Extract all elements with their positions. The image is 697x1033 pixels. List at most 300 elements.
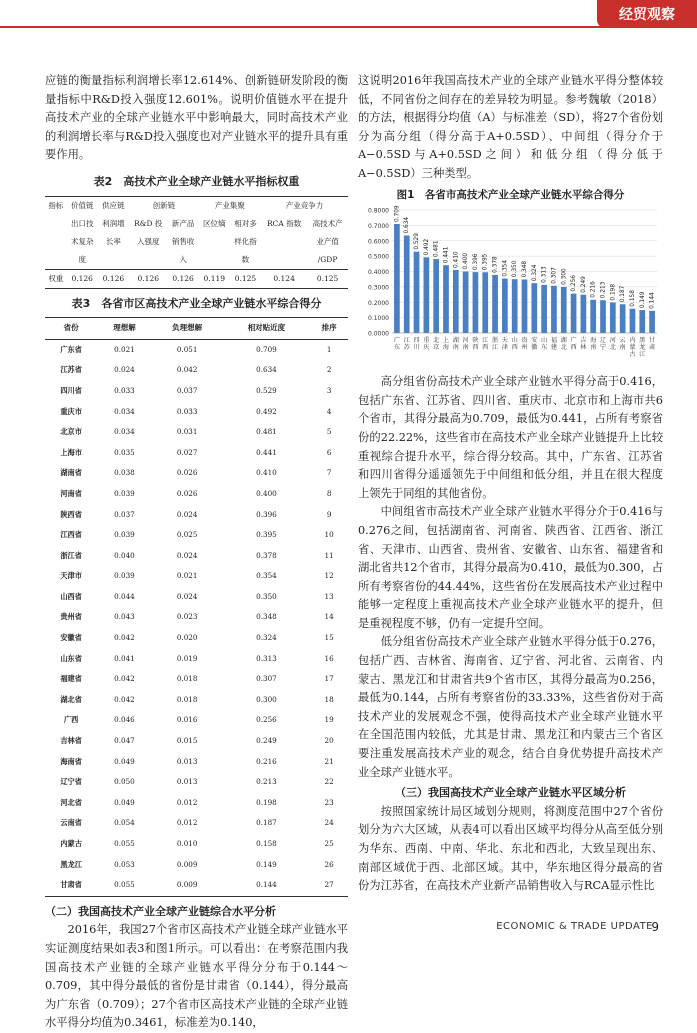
- table3-cell: 0.023: [176, 612, 198, 622]
- bar: [551, 286, 557, 333]
- table3-cell: 12: [324, 571, 334, 581]
- table2-cell: [261, 233, 307, 251]
- x-tick-label: 庆: [423, 344, 430, 352]
- table3: [45, 317, 348, 897]
- y-tick-label: 0.5000: [368, 253, 389, 261]
- table3-cell: 18: [324, 694, 334, 704]
- y-tick-label: 0.3000: [368, 284, 389, 292]
- right-paragraph-region: 按照国家统计局区域划分规则，将测度范围中27个省份划分为六大区域，从表4可以看出区域平均得分从高至低分别为华东、西南、中南、华北、东北和西北，大致呈现出东、南部区域优于西、北部区域。其中，华东地区得分最高的省份为江苏省，在高技术产业新产品销售收入与RCA显示性比: [358, 804, 663, 893]
- table3-cell: 13: [324, 591, 334, 601]
- table3-cell: 0.009: [176, 859, 198, 869]
- x-tick-label: 上: [442, 337, 450, 345]
- table3-cell: 0.481: [256, 427, 277, 437]
- table3-cell: 0.024: [114, 365, 135, 375]
- table3-header: 省份: [45, 318, 97, 340]
- table3-cell: 海南省: [60, 756, 82, 766]
- table3-cell: 20: [324, 736, 334, 746]
- table2-cell: 0.126: [129, 269, 168, 288]
- table3-cell: 0.026: [176, 468, 198, 478]
- data-label: 0.149: [639, 291, 646, 309]
- table3-cell: 山东省: [60, 653, 82, 663]
- data-label: 0.158: [629, 290, 636, 307]
- table3-cell: 0.216: [256, 756, 277, 766]
- x-tick-label: 河: [462, 337, 469, 345]
- x-tick-label: 陕: [472, 337, 479, 345]
- table3-cell: 0.009: [176, 880, 198, 890]
- y-tick-label: 0.7000: [368, 223, 389, 231]
- table3-cell: 0.307: [256, 674, 277, 684]
- table3-row: [45, 484, 348, 505]
- table3-row: [45, 505, 348, 526]
- table3-cell: 0.046: [114, 715, 135, 725]
- x-tick-label: 州: [521, 344, 528, 352]
- table3-cell: 0.055: [114, 839, 135, 848]
- x-tick-label: 内: [629, 337, 636, 345]
- table3-cell: 0.144: [256, 880, 277, 890]
- bar: [581, 295, 587, 333]
- table3-body: [45, 339, 348, 896]
- table3-cell: 广西: [63, 715, 79, 725]
- x-tick-label: 重: [423, 337, 430, 345]
- table3-cell: 0.441: [256, 447, 277, 457]
- table3-row: [45, 525, 348, 546]
- x-tick-label: 东: [393, 344, 401, 352]
- data-label: 0.709: [394, 205, 401, 223]
- table3-row: [45, 875, 348, 896]
- bar: [630, 309, 636, 333]
- x-tick-label: 东: [541, 344, 548, 352]
- table3-cell: 北京市: [60, 427, 82, 437]
- table2-cell: 业产值: [316, 237, 339, 247]
- table3-cell: 0.026: [176, 488, 198, 498]
- table3-cell: 22: [324, 777, 334, 787]
- table3-cell: 24: [324, 818, 334, 828]
- table3-cell: 吉林省: [60, 736, 82, 746]
- y-tick-label: 0.2000: [368, 299, 389, 307]
- table3-cell: 0.041: [114, 653, 135, 663]
- table2-cell: 0.126: [67, 269, 98, 288]
- table2-cell: R&D 投: [134, 219, 163, 229]
- table3-cell: 0.042: [114, 694, 135, 704]
- table3-cell: 0.042: [114, 674, 135, 684]
- x-tick-label: 辽: [599, 337, 607, 345]
- x-tick-label: 西: [472, 344, 479, 352]
- bar: [502, 279, 508, 333]
- x-tick-label: 黑: [639, 337, 646, 345]
- table3-cell: 0.249: [256, 736, 277, 746]
- x-tick-label: 蒙: [629, 344, 636, 352]
- x-tick-label: 江: [491, 344, 499, 352]
- figure1-title: 图1 各省市高技术产业全球产业链水平综合得分: [396, 188, 625, 201]
- table3-header: 排序: [310, 318, 348, 340]
- table3-cell: 0.034: [114, 406, 135, 416]
- x-tick-label: 西: [570, 344, 577, 352]
- table3-cell: 0.042: [114, 633, 135, 643]
- table2-cell: 产业集聚: [214, 201, 245, 211]
- table3-cell: 9: [326, 509, 332, 519]
- table3-cell: 河北省: [60, 797, 82, 807]
- table3-cell: 0.492: [256, 406, 277, 416]
- bar: [414, 252, 420, 333]
- x-tick-label: 江: [482, 337, 489, 345]
- section-tag: 经贸观察: [597, 0, 697, 28]
- table3-cell: 0.396: [256, 509, 277, 519]
- table3-cell: 0.039: [114, 488, 135, 498]
- table3-cell: 16: [324, 653, 334, 663]
- table3-header-row: [45, 318, 348, 340]
- table2-cell: 术复杂: [70, 237, 94, 247]
- bar: [473, 272, 479, 333]
- table3-cell: 0.018: [176, 674, 198, 684]
- data-label: 0.481: [433, 240, 440, 258]
- bar: [649, 311, 655, 333]
- x-tick-label: 京: [433, 344, 440, 352]
- table3-cell: 0.634: [256, 365, 277, 375]
- table3-cell: 黑龙江: [60, 859, 82, 869]
- x-tick-label: 山: [541, 337, 548, 345]
- table3-cell: 25: [324, 839, 334, 848]
- table3-cell: 5: [326, 427, 332, 437]
- table3-cell: 0.040: [114, 550, 135, 560]
- table2-cell: RCA 指数: [267, 219, 302, 229]
- table3-cell: 7: [326, 468, 332, 478]
- data-label: 0.354: [502, 260, 509, 277]
- table2-cell: [45, 215, 67, 233]
- table3-cell: 0.187: [256, 818, 277, 828]
- table3-cell: 福建省: [60, 674, 82, 684]
- table3-cell: 云南省: [60, 818, 82, 828]
- x-tick-label: 天: [501, 337, 508, 345]
- table2-cell: 创新链: [152, 201, 176, 211]
- table3-cell: 0.354: [256, 571, 277, 581]
- table3-cell: 0.410: [256, 468, 277, 478]
- table3-cell: 江西省: [60, 530, 82, 540]
- table3-row: [45, 381, 348, 402]
- bar: [453, 270, 459, 333]
- x-tick-label: 海: [590, 337, 597, 345]
- table3-cell: 0.044: [114, 591, 135, 601]
- table3-row: [45, 731, 348, 752]
- table2-cell: 0.125: [307, 269, 348, 288]
- y-tick-label: 0.8000: [368, 207, 389, 215]
- data-label: 0.634: [404, 217, 411, 234]
- table3-cell: 0.395: [256, 530, 277, 540]
- bar: [394, 224, 400, 333]
- x-tick-label: 四: [413, 337, 420, 345]
- table2-cell: 价值链: [70, 201, 94, 211]
- table3-cell: 21: [324, 756, 334, 766]
- table3-cell: 0.033: [114, 385, 135, 395]
- bar: [443, 265, 449, 333]
- table3-cell: 0.049: [114, 756, 135, 766]
- table3-cell: 0.042: [176, 365, 198, 375]
- bar: [522, 280, 528, 334]
- table2-cell: 出口技: [70, 219, 94, 229]
- y-tick-label: 0.4000: [368, 269, 389, 277]
- x-tick-label: 南: [462, 344, 469, 352]
- table3-row: [45, 669, 348, 690]
- x-tick-label: 湖: [560, 337, 567, 345]
- table3-cell: 0.054: [114, 818, 135, 828]
- table3-cell: 17: [324, 674, 334, 684]
- table2-cell: 供应链: [102, 201, 125, 211]
- table3-row: [45, 546, 348, 567]
- bar: [424, 258, 430, 334]
- x-tick-label: 宁: [599, 344, 607, 352]
- x-tick-label: 北: [609, 344, 616, 352]
- bar: [610, 303, 616, 333]
- figure1-chart: [358, 204, 663, 369]
- bar: [620, 304, 626, 333]
- table2-cell: [45, 251, 67, 270]
- table3-row: [45, 710, 348, 731]
- table3-cell: 0.378: [256, 550, 277, 560]
- table3-cell: 0.024: [176, 550, 198, 560]
- table3-cell: 0.031: [176, 427, 198, 437]
- data-label: 0.213: [600, 281, 607, 299]
- table3-cell: 0.049: [114, 797, 135, 807]
- table3-cell: 0.020: [176, 633, 198, 643]
- table3-cell: 甘肃省: [60, 880, 82, 890]
- table3-cell: 0.313: [256, 653, 277, 663]
- table3-cell: 重庆市: [60, 406, 82, 416]
- table3-cell: 0.324: [256, 633, 277, 643]
- table3-cell: 0.529: [256, 385, 277, 395]
- table3-cell: 天津市: [60, 571, 82, 581]
- table3-cell: 0.015: [176, 736, 198, 746]
- table2-header-row-1: [45, 196, 348, 215]
- table3-cell: 19: [324, 715, 334, 725]
- table3-cell: 四川省: [60, 385, 82, 395]
- table2-cell: [261, 251, 307, 270]
- table3-cell: 15: [324, 633, 334, 643]
- table2-header-row-3: [45, 233, 348, 251]
- table2-cell: [199, 233, 230, 251]
- data-label: 0.324: [531, 264, 538, 282]
- table2-cell: 高技术产: [312, 219, 343, 229]
- table3-cell: 0.047: [114, 736, 135, 746]
- header-rule: [0, 26, 697, 28]
- table3-cell: 0.256: [256, 715, 277, 725]
- x-tick-label: 安: [531, 337, 538, 345]
- table3-cell: 0.037: [114, 509, 135, 519]
- x-tick-label: 广: [393, 337, 401, 345]
- bar: [512, 279, 518, 333]
- x-tick-label: 川: [413, 344, 420, 352]
- table3-cell: 0.012: [176, 818, 198, 828]
- x-tick-label: 肃: [648, 344, 656, 352]
- table3-row: [45, 607, 348, 628]
- table3-header: 负理想解: [152, 318, 223, 340]
- table2-header-row-4: [45, 251, 348, 270]
- left-column: [45, 72, 348, 1033]
- data-label: 0.410: [453, 251, 460, 269]
- table3-header: 相对贴近度: [223, 318, 311, 340]
- table3-cell: 安徽省: [60, 633, 82, 643]
- table3-cell: 23: [324, 797, 334, 807]
- table3-cell: 湖北省: [60, 694, 82, 704]
- table3-row: [45, 402, 348, 423]
- bar: [404, 236, 410, 333]
- table2-cell: 产业竞争力: [285, 201, 324, 211]
- table2-cell: 销售收: [171, 237, 195, 247]
- table2-cell: 0.126: [98, 269, 129, 288]
- bar: [463, 272, 469, 334]
- x-tick-label: 西: [482, 344, 489, 352]
- x-tick-label: 龙: [639, 344, 646, 352]
- right-paragraph-middle: 中间组省市高技术产业全球产业链水平得分介于0.416与0.276之间，包括湖南省、河南省、陕西省、江西省、浙江省、天津市、山西省、贵州省、安徽省、山东省、福建省和湖北省共12个省市，其得分最高为0.410，最低为0.300，占所有考察省份的44.44%，这些省份在发展高技术产业过程中能够一定程度上重视高技术产业全球产业链水平的提升，但是重视程度不够，仍有一定提升空间。: [358, 505, 663, 630]
- data-label: 0.144: [649, 292, 656, 310]
- x-tick-label: 江: [403, 337, 410, 345]
- table3-row: [45, 422, 348, 443]
- table3-row: [45, 360, 348, 381]
- table3-cell: 0.350: [256, 591, 277, 601]
- x-tick-label: 广: [570, 337, 577, 345]
- table2-cell: [129, 251, 168, 270]
- table3-cell: 0.055: [114, 880, 135, 890]
- table3-row: [45, 855, 348, 876]
- table3-cell: 0.012: [176, 797, 198, 807]
- table3-cell: 0.013: [176, 756, 198, 766]
- table3-row: [45, 628, 348, 649]
- data-label: 0.249: [580, 276, 587, 293]
- table3-cell: 11: [324, 550, 334, 560]
- right-column: [358, 72, 663, 896]
- table2-cell: 新产品: [171, 219, 195, 229]
- left-bottom-paragraph: 2016年，我国27个省市区高技术产业链全球产业链水平实证测度结果如表3和图1所示。可以看出：在考察范围内我国高技术产业链的全球产业链水平得分分布于0.144～0.709，其中得分最低的省份是甘肃省（0.144），得分最高为广东省（0.709）；27个省市区高技术产业链的全球产业链水平得分均值为0.3461，标准差为0.140，: [45, 923, 348, 1030]
- bar: [639, 310, 645, 333]
- table3-cell: 0.019: [176, 653, 198, 663]
- page-number: 9: [651, 920, 659, 934]
- table3-row: [45, 772, 348, 793]
- table3-cell: 0.024: [176, 591, 198, 601]
- bar: [590, 300, 596, 333]
- data-label: 0.307: [551, 267, 558, 284]
- table2-cell: 长率: [105, 237, 121, 247]
- table3-cell: 2: [326, 365, 332, 375]
- table2-cell: [199, 251, 230, 270]
- x-tick-label: 吉: [580, 337, 587, 345]
- table3-row: [45, 339, 348, 360]
- table3-caption: 表3 各省市区高技术产业全球产业链水平综合得分: [71, 296, 322, 310]
- table3-row: [45, 443, 348, 464]
- right-subheading: （三）我国高技术产业全球产业链水平区域分析: [395, 786, 626, 800]
- table3-cell: 0.149: [256, 859, 277, 869]
- table3-cell: 上海市: [60, 447, 82, 457]
- x-tick-label: 建: [550, 344, 558, 352]
- x-tick-label: 河: [609, 337, 616, 345]
- bar: [561, 287, 567, 333]
- right-top-paragraph: 这说明2016年我国高技术产业的全球产业链水平得分整体较低，不同省份之间存在的差异较为明显。参考魏敏（2018）的方法，根据得分均值（A）与标准差（SD），将27个省份划分为高分组（得分高于A+0.5SD）、中间组（得分介于A−0.5SD与A+0.5SD之间）和低分组（得分低于A−0.5SD）三种类型。: [358, 74, 663, 180]
- left-subheading: （二）我国高技术产业全球产业链综合水平分析: [45, 904, 276, 918]
- table2-cell: [45, 233, 67, 251]
- table2-cell: 区位熵: [203, 219, 226, 229]
- table3-cell: 0.016: [176, 715, 198, 725]
- table3-cell: 0.037: [176, 385, 198, 395]
- table3-row: [45, 834, 348, 855]
- x-tick-label: 南: [619, 344, 626, 352]
- table2-weights-row: [45, 269, 348, 288]
- table2-header-row-2: [45, 215, 348, 233]
- bar: [492, 275, 498, 333]
- x-tick-label: 福: [550, 337, 558, 345]
- right-paragraph-low: 低分组省份高技术产业全球产业链水平得分低于0.276，包括广西、吉林省、海南省、辽宁省、河北省、云南省、内蒙古、黑龙江和甘肃省共9个省市区，其得分最高为0.256，最低为0.144，占所有考察省份的33.33%，这些省份对于高技术产业的发展观念不强，使得高技术产业全球产业链水平在全国范围内较低，尤其是甘肃、黑龙江和内蒙古三个省区要注重发展高技术产业的观念，结合自身优势提升高技术产业全球产业链水平。: [358, 635, 663, 779]
- x-tick-label: 湖: [452, 337, 459, 345]
- table2-cell: /GDP: [317, 255, 338, 265]
- table3-cell: 陕西省: [60, 509, 82, 519]
- table3-row: [45, 587, 348, 608]
- table2-cell: 入强度: [137, 237, 160, 247]
- right-paragraph-high: 高分组省份高技术产业全球产业链水平得分高于0.416，包括广东省、江苏省、四川省、重庆市、北京市和上海市共6个省市，其得分最高为0.709，最低为0.441，占所有考察省份的22.22%，这些省市在高技术产业全球产业链提升上比较重视综合提升水平，综合得分较高。其中，广东省、江苏省和四川省得分遥遥领先于中间组和低分组，并且在很大程度上领先于同组的其他省份。: [358, 375, 663, 500]
- table3-cell: 1: [326, 344, 332, 354]
- table2-cell: 相对多: [234, 219, 257, 229]
- table2-cell: [98, 251, 129, 270]
- x-tick-label: 津: [501, 344, 508, 352]
- table3-cell: 0.013: [176, 777, 198, 787]
- data-label: 0.378: [492, 256, 499, 274]
- table3-cell: 10: [324, 530, 334, 540]
- footer-journal: ECONOMIC & TRADE UPDATE: [496, 921, 653, 932]
- data-label: 0.300: [561, 268, 568, 286]
- x-tick-label: 山: [511, 337, 518, 345]
- table3-cell: 0.709: [256, 344, 277, 354]
- x-tick-label: 西: [511, 344, 518, 352]
- table3-cell: 0.213: [256, 777, 277, 787]
- x-tick-label: 甘: [648, 337, 656, 345]
- table3-cell: 0.400: [256, 488, 277, 498]
- table3-cell: 0.034: [114, 427, 135, 437]
- table3-header: 理想解: [97, 318, 151, 340]
- table3-cell: 浙江省: [60, 550, 82, 560]
- y-tick-label: 0.0000: [368, 330, 389, 338]
- table2-cell: 0.124: [261, 269, 307, 288]
- table2-cell: 度: [78, 255, 86, 265]
- x-tick-label: 江: [639, 351, 646, 359]
- table3-cell: 0.053: [114, 859, 135, 869]
- table3-cell: 0.024: [176, 509, 198, 519]
- data-label: 0.396: [472, 253, 479, 271]
- table3-row: [45, 690, 348, 711]
- table2-cell: 0.125: [230, 269, 261, 288]
- table3-cell: 0.010: [176, 839, 198, 848]
- data-label: 0.256: [571, 275, 578, 292]
- table2-cell: 0.126: [168, 269, 199, 288]
- x-tick-label: 古: [629, 351, 636, 359]
- table3-cell: 广东省: [60, 344, 82, 354]
- table3-cell: 山西省: [60, 591, 82, 601]
- table3-cell: 8: [326, 488, 332, 498]
- data-label: 0.492: [423, 238, 430, 256]
- table3-cell: 贵州省: [60, 612, 82, 622]
- x-tick-label: 北: [560, 344, 567, 352]
- x-tick-label: 浙: [491, 337, 499, 345]
- table3-cell: 4: [326, 406, 332, 416]
- bar: [482, 272, 488, 333]
- y-tick-label: 0.1000: [368, 315, 389, 323]
- table3-cell: 0.039: [114, 530, 135, 540]
- data-label: 0.313: [541, 266, 548, 284]
- table3-cell: 27: [324, 880, 334, 890]
- x-tick-label: 南: [452, 344, 459, 352]
- table3-row: [45, 566, 348, 587]
- table3-row: [45, 649, 348, 670]
- table2-cell: 指标: [48, 201, 64, 211]
- table2-cell: 样化指: [234, 237, 257, 247]
- table3-cell: 0.300: [256, 694, 277, 704]
- table3-cell: 0.038: [114, 468, 135, 478]
- table3-cell: 0.198: [256, 797, 277, 807]
- x-tick-label: 云: [619, 337, 626, 345]
